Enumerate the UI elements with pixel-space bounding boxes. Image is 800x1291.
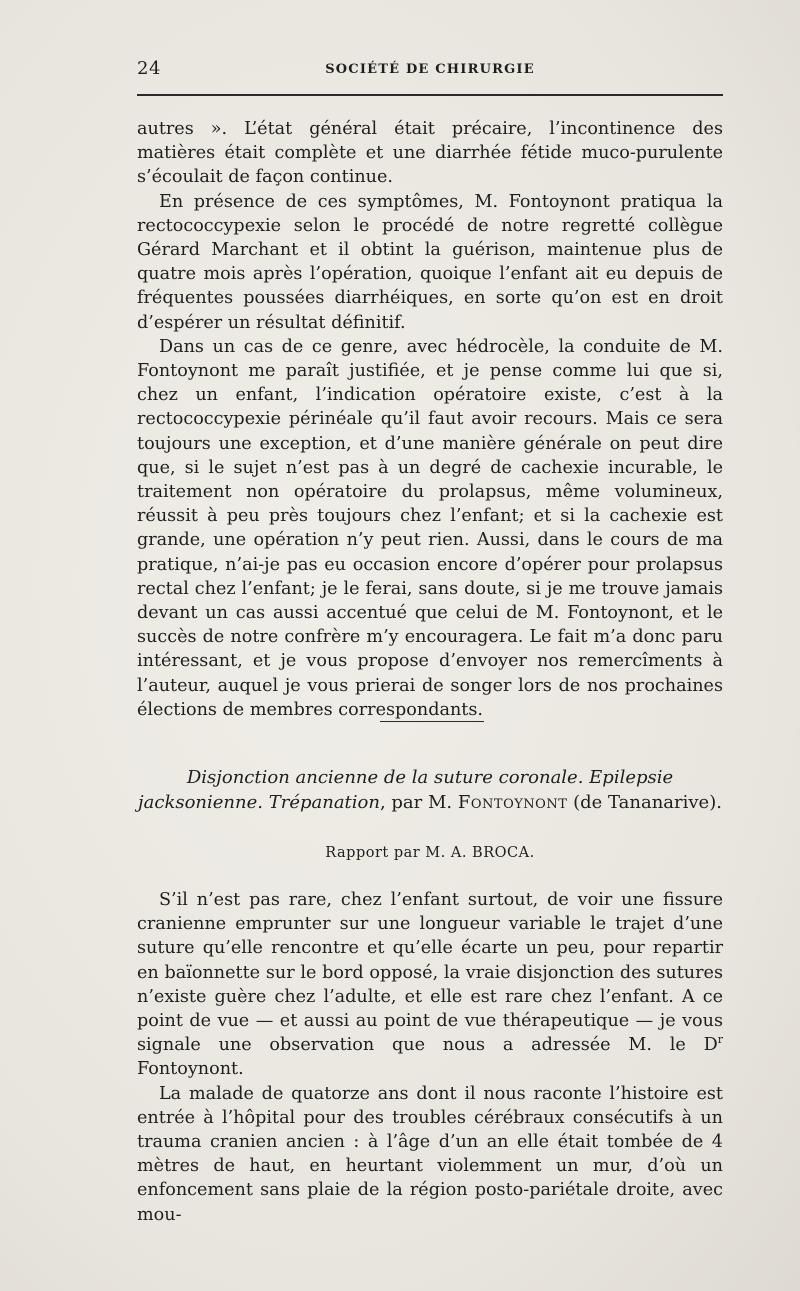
article-title — [137, 766, 723, 815]
paragraph-text: Fontoynont. — [137, 1059, 244, 1080]
running-head: SOCIÉTÉ DE CHIRURGIE — [325, 62, 535, 77]
article-title-connector: , par M. — [379, 791, 458, 813]
article-body — [137, 888, 723, 1227]
page-header — [137, 54, 723, 84]
superscript: r — [717, 1033, 723, 1047]
page-number: 24 — [137, 58, 161, 79]
article-title-text: Disjonction ancienne de la suture coronale. Epilepsie jacksonienne. Trépanation — [138, 767, 674, 813]
article-author-location: (de Tananarive). — [567, 791, 722, 813]
header-rule — [137, 94, 723, 96]
paragraph: La malade de quatorze ans dont il nous raconte l’histoire est entrée à l’hôpital pour des troubles cérébraux consécutifs à un trauma cranien ancien : à l’âge d’un an elle était tombée de 4 mètres de haut, en heurtant violemment un mur, d’où un enfoncement sans plaie de la région posto-pariétale droite, avec mou- — [137, 1083, 723, 1225]
paragraph-continuation: autres ». L’état général était précaire, l’incontinence des matières était complète et une diarrhée fétide muco-purulente s’écoulait de façon continue. — [137, 119, 723, 188]
paragraph-text: S’il n’est pas rare, chez l’enfant surtout, de voir une fissure cranienne emprunter sur une longueur variable le trajet d’une suture qu’elle rencontre et qu’elle écarte un peu, pour repartir en baïonnette sur le bord opposé, la vraie disjonction des sutures n’existe guère chez l’adulte, et elle est rare chez l’enfant. A ce point de vue — et aussi au point de vue thérapeutique — je vous signale une observation que nous a adressée M. le D — [137, 890, 723, 1056]
article-author: Fontoynont — [457, 791, 568, 813]
paragraph — [137, 888, 723, 1082]
paragraph: Dans un cas de ce genre, avec hédrocèle, la conduite de M. Fontoynont me paraît justifiée, et je pense comme lui que si, chez un enfant, l’indication opératoire existe, c’est à la rectococcypexie périnéale qu’il faut avoir recours. Mais ce sera toujours une exception, et d’une manière générale on peut dire que, si le sujet n’est pas à un degré de cachexie incurable, le traitement non opératoire du prolapsus, même volumineux, réussit à peu près toujours chez l’enfant; et si la cachexie est grande, une opération n’y peut rien. Aussi, dans le cours de ma pratique, n’ai-je pas eu occasion encore d’opérer pour prolapsus rectal chez l’enfant; je le ferai, sans doute, si je me trouve jamais devant un cas aussi accentué que celui de M. Fontoynont, et le succès de notre confrère m’y encouragera. Le fait m’a donc paru intéressant, et je vous propose d’envoyer nos remercîments à l’auteur, auquel je vous prierai de songer lors de nos prochaines élections de membres correspondants. — [137, 336, 723, 720]
rapport-line: Rapport par M. A. BROCA. — [325, 845, 535, 861]
section-separator — [380, 721, 484, 722]
paragraph: En présence de ces symptômes, M. Fontoynont pratiqua la rectococcypexie selon le procédé de notre regretté collègue Gérard Marchant et il obtint la guérison, maintenue plus de quatre mois après l’opération, quoique l’enfant ait eu depuis de fréquentes poussées diarrhéiques, en sorte qu’on est en droit d’espérer un résultat définitif. — [137, 191, 723, 333]
report-continuation — [137, 117, 723, 722]
